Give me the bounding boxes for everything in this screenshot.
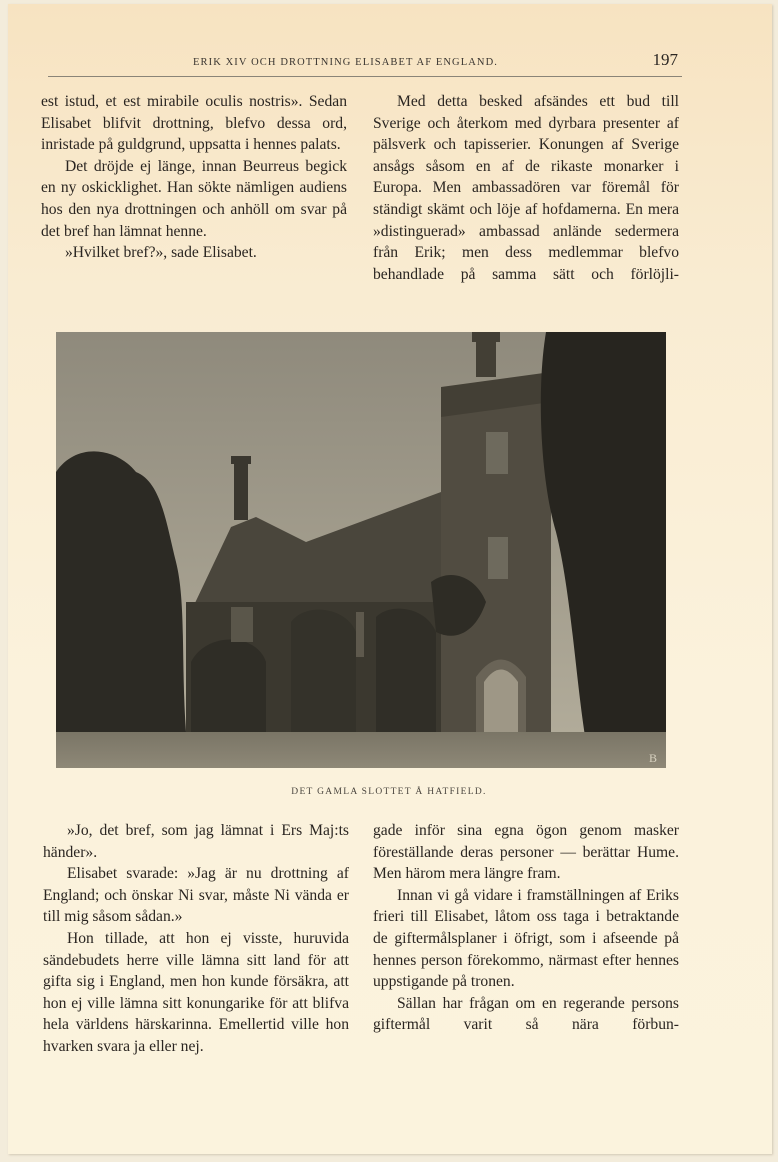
paragraph: »Hvilket bref?», sade Elisabet.: [65, 244, 257, 262]
paragraph: Sällan har frågan om en regerande persons giftermål varit så nära förbun-: [373, 994, 679, 1034]
running-head: [48, 50, 682, 77]
paragraph: Innan vi gå vidare i framställningen af Eriks frieri till Elisabet, låtom oss taga i betraktande de giftermålsplaner i öfrigt, som i afseende på hennes person förekommo, närmast efter hennes uppstigande på tronen.: [373, 886, 679, 991]
text-column-bottom-right: [373, 820, 679, 1036]
castle-photo-illustration: [56, 332, 666, 768]
text-column-top-left: [41, 91, 347, 264]
figure-photo-hatfield: [56, 332, 666, 768]
text-column-top-right: [373, 91, 679, 285]
monogram: B: [649, 751, 658, 765]
paragraph: »Jo, det bref, som jag lämnat i Ers Maj:ts händer».: [43, 822, 349, 861]
paragraph: Elisabet svarade: »Jag är nu drottning af England; och önskar Ni svar, måste Ni vända er till mig såsom sådan.»: [43, 865, 349, 926]
paragraph: Hon tillade, att hon ej visste, huruvida sändebudets herre ville lämna sitt land för att gifta sig i England, men hon kunde försäkra, att hon ej ville lämna sitt konungarike för att blifva hela världens härskarinna. Emellertid ville hon hvarken svara ja eller nej.: [43, 929, 349, 1055]
paragraph: gade inför sina egna ögon genom masker föreställande deras personer — berättar Hume. Men härom mera längre fram.: [373, 822, 679, 883]
figure-caption: DET GAMLA SLOTTET Å HATFIELD.: [291, 787, 487, 797]
page-number: 197: [652, 50, 678, 69]
running-title: ERIK XIV OCH DROTTNING ELISABET AF ENGLAND.: [193, 57, 499, 68]
paragraph: Med detta besked afsändes ett bud till Sverige och återkom med dyrbara presenter af pälsverk och tapisserier. Konungen af Sverige ansågs såsom en af de rikaste monarker i Europa. Men ambassadören var föremål för ständigt skämt och löje af hofdamerna. En mera »distinguerad» ambassad anlände sedermera från Erik; men dess medlemmar blefvo behandlade på samma sätt och förlöjli-: [373, 93, 679, 283]
text-column-bottom-left: [43, 820, 349, 1058]
paragraph: est istud, et est mirabile oculis nostris». Sedan Elisabet blifvit drottning, blefvo dessa ord, inristade på guldgrund, uppsatta i hennes palats.: [41, 93, 347, 154]
paragraph: Det dröjde ej länge, innan Beurreus begick en ny oskicklighet. Han sökte nämligen audiens hos den nya drottningen och anhöll om svar på det bref han lämnat henne.: [41, 157, 347, 240]
